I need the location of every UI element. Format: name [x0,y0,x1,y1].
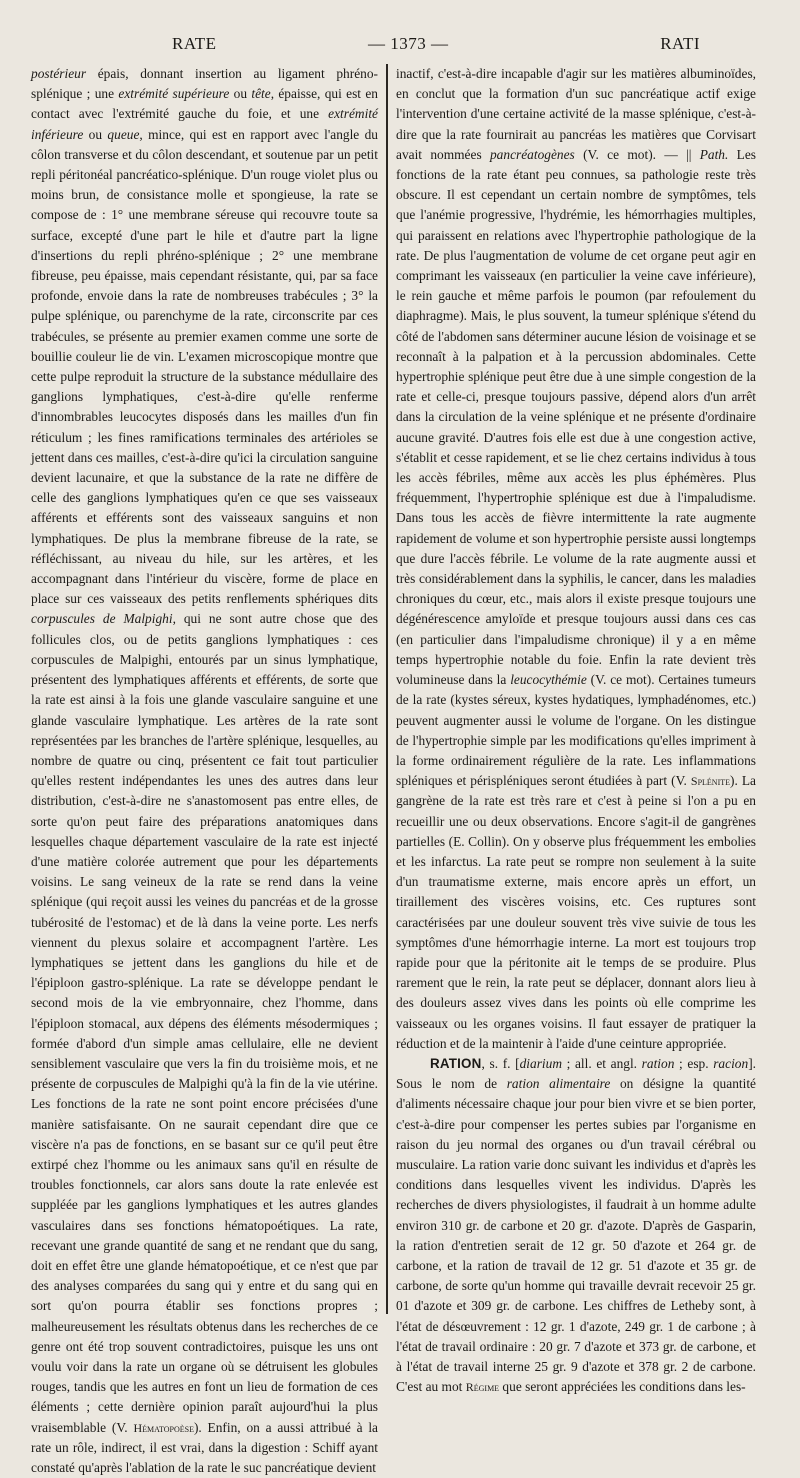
body-text: , épaisse, qui est en contact avec l'extrémité gauche du foie, et une [31,86,378,122]
cross-reference: Hématopoèse [133,1420,194,1435]
body-text: ). La gangrène de la rate est très rare et c'est à peine si l'on a pu en recueillir une ou deux observations. Encore s'agit-il de gangrènes partielles (E. Collin). On y observe plus fréquemment les embolies et les infarctus. La rate peut se rompre non seulement à la suite d'un traumatisme externe, mais encore après un effort, un tiraillement des viscères voisins, etc. Ces ruptures sont caractérisées par une douleur souvent très vive suivie de tous les symptômes d'une hémorrhagie interne. La mort est toujours trop rapide pour que la péritonite ait le temps de se produire. Plus rarement que le rein, la rate peut se déplacer, donnant alors lieu à des douleurs assez vives dans les points où elle comprime les vaisseaux ou les organes voisins. Il faut essayer de pratiquer la réduction et de la maintenir à l'aide d'une ceinture appropriée. [396,773,756,1051]
entry-headword: RATION [430,1055,482,1071]
body-text: on désigne la quantité d'aliments nécessaire chaque jour pour bien vivre et se bien porter, c'est-à-dire pour compenser les pertes subies par l'organisme en raison du jeu normal des organes ou d'un travail cérébral ou musculaire. La ration varie donc suivant les individus et d'après les conditions dans lesquelles vivent les individus. D'après les recherches de divers physiologistes, il faudrait à un homme adulte environ 310 gr. de carbone et 20 gr. d'azote. D'après de Gasparin, la ration d'entretien serait de 12 gr. 50 d'azote et 264 gr. de carbone, et la ration de travail de 12 gr. 51 d'azote et 35 gr. de carbone, de sorte qu'un homme qui travaille devrait recevoir 25 gr. 01 d'azote et 309 gr. de carbone. Les chiffres de Letheby sont, à l'état de désœuvrement : 12 gr. 1 d'azote, 249 gr. 1 de carbone ; à l'état de travail ordinaire : 20 gr. 7 d'azote et 373 gr. de carbone, et à l'état de travail interne 25 gr. 9 d'azote et 378 gr. 2 de carbone. C'est au mot [396,1076,756,1395]
body-text: ; esp. [674,1055,714,1071]
italic-term: Path. [699,146,729,162]
page-number: — 1373 — [368,34,449,53]
entry-ration [396,1054,756,1397]
entry-rate-continued [31,64,378,1478]
body-text: ou [229,86,252,102]
body-text: (V. ce mot). — || [574,146,700,162]
italic-term: postérieur [31,66,87,81]
body-text: , qui ne sont autre chose que des follicules clos, ou de petits ganglions lymphatiques : ces corpuscules de Malpighi, entourés par un sinus lymphatique, présentent des lymphatiques afférents et efférents, de sorte que la rate est ainsi à la fois une glande vasculaire sanguine et une glande vasculaire lymphatique. Les artères de la rate sont représentées par les branches de l'artère splénique, lesquelles, au nombre de quatre ou cinq, présentent ce fait tout particulier qu'elles restent indépendantes les unes des autres dans leur distribution, c'est-à-dire ne s'anastomosent pas entre elles, de sorte qu'on peut faire des préparations anatomiques dans lesquelles chaque département vasculaire de la rate est injecté d'une matière colorée autrement que pour les départements voisins. Le sang veineux de la rate se rend dans la veine splénique (qui reçoit aussi les veines du pancréas et de la grosse tubérosité de l'estomac) et de là dans la veine porte. Les nerfs viennent du plexus solaire et accompagnent l'artère. Les lymphatiques se jettent dans les ganglions du hile et de l'épiploon gastro-splénique. La rate se développe pendant le second mois de la vie embryonnaire, chez l'homme, dans l'épiploon stomacal, aux dépens des éléments mésodermiques ; formée d'abord d'un simple amas cellulaire, elle ne devient sensiblement vasculaire que vers la fin du troisième mois, et ne présente de corpuscules de Malpighi qu'à la fin de la vie utérine. Les fonctions de la rate ne sont point encore précisées d'une manière satisfaisante. On ne saurait cependant dire que ce viscère n'a pas de fonctions, en se basant sur ce qu'il peut être extirpé chez l'homme ou les animaux sans qu'il en résulte de troubles fonctionnels, car alors sans doute la rate enlevée est suppléée par les ganglions lymphatiques et les autres glandes vasculaires dans ses fonctions hématopoétiques. La rate, recevant une grande quantité de sang et ne rendant que du sang, doit en effet être une glande hématopoétique, et ce n'est que par des analyses comparées du sang qui y entre et du sang qui en sort qu'on pourra établir ses fonctions propres ; malheureusement les résultats obtenus dans les recherches de ce genre ont été trop souvent contradictoires, puisque les uns ont voulu voir dans la rate un organe où se détruisent les globules rouges, tandis que les autres en font un lieu de formation de ces éléments ; cette dernière opinion paraît aujourd'hui la plus vraisemblable (V. [31,611,378,1435]
italic-term: racion [713,1055,749,1071]
right-column [396,64,756,1395]
running-header [30,34,770,60]
body-text: , mince, qui est en rapport avec l'angle du côlon transverse et du côlon descendant, et soutenue par un petit repli péritonéal pancréatico-splénique. D'un rouge violet plus ou moins brun, de consistance molle et spongieuse, la rate se compose de : 1° une membrane séreuse qui recouvre toute sa surface, excepté d'une part le hile et d'autre part la ligne d'insertions du repli phréno-splénique ; 2° une membrane fibreuse, peu épaisse, mais cependant résistante, qui, par sa face profonde, envoie dans la rate de nombreuses trabécules ; 3° la pulpe splénique, ou parenchyme de la rate, circonscrite par ces trabécules, se présente au premier examen comme une sorte de bouillie couleur lie de vin. L'examen microscopique montre que cette pulpe reproduit la structure de la substance médullaire des ganglions lymphatiques, c'est-à-dire qu'elle renferme d'innombrables leucocytes disposés dans les mailles d'un fin réticulum ; les fines ramifications terminales des artérioles se jettent dans ces mailles, c'est-à-dire qu'ici la circulation sanguine devient lacunaire, et que la substance de la rate ne diffère de celle des ganglions lymphatiques qu'en ce que ses vaisseaux afférents et efférents sont des vaisseaux sanguins et non lymphatiques. De plus la membrane fibreuse de la rate, se réfléchissant, au niveau du hile, sur les artères, et les accompagnant dans l'intérieur du viscère, forme de place en place sur ces vaisseaux des petits renflements sphériques dits [31,126,378,607]
header-right-word: RATI [660,34,700,53]
column-divider [386,64,388,1314]
italic-term: queue [107,126,140,142]
cross-reference: Splénite [690,774,731,789]
italic-term: ration alimentaire [506,1076,611,1092]
header-left-word: RATE [172,34,217,53]
cross-reference: Régime [465,1380,500,1395]
body-text: ; all. et angl. [562,1055,642,1071]
italic-term: tête [251,86,271,102]
entry-rate-end [396,64,756,1054]
body-text: , s. f. [ [481,1055,520,1071]
italic-term: ration [641,1055,675,1071]
left-column [31,64,378,1476]
body-text: ]. Sous le nom de [396,1055,756,1092]
body-text: épais, donnant insertion au ligament phréno-splénique ; une [31,66,378,102]
italic-term: extrémité inférieure [31,106,378,142]
italic-term: corpuscules de Malpighi [31,611,173,627]
body-text: ou [83,126,108,142]
body-text: Les fonctions de la rate étant peu connues, sa pathologie reste très obscure. Il est cependant un certain nombre de symptômes, tels que l'anémie progressive, l'hydrémie, les hémorrhagies multiples, qui paraissent en relations avec l'hypertrophie pathologique de la rate. De plus l'augmentation de volume de cet organe peut agir en comprimant les vaisseaux (en particulier la veine cave inférieure), le rein gauche et même parfois le poumon (par refoulement du diaphragme). Mais, le plus souvent, la tumeur splénique s'étend du côté de l'abdomen sans déterminer aucune lésion de voisinage et se reconnaît à la palpation et à la percussion abdominales. Cette hypertrophie splénique peut être due à une simple congestion de la rate et celle-ci, presque toujours passive, dépend alors d'un arrêt dans la circulation de la veine splénique et ne présente d'ordinaire aucune gravité. D'autres fois elle est due à une congestion active, s'établit et cesse rapidement, et se lie chez certains individus à tous les accès fébriles, même aux accès les plus éphémères. Plus fréquemment, l'hypertrophie splénique est due à l'impaludisme. Dans tous les accès de fièvre intermittente la rate augmente rapidement de volume et son hypertrophie persiste aussi longtemps que dure l'accès fébrile. Le volume de la rate augmente aussi et très considérablement dans la syphilis, le cancer, dans les maladies chroniques du cœur, etc., mais alors il existe presque toujours une dégénérescence amyloïde et presque toujours aussi dans ces cas (en particulier dans l'impaludisme chronique) il y a en même temps hypertrophie notable du foie. Enfin la rate devient très volumineuse dans la [396,146,756,688]
italic-term: pancréatogènes [489,146,575,162]
body-text: inactif, c'est-à-dire incapable d'agir sur les matières albuminoïdes, en conclut que la formation d'un suc pancréatique actif exige l'intervention d'une certaine activité de la masse splénique, c'est-à-dire que la rate fournirait au pancréas les matières que Corvisart avait nommées [396,66,756,162]
italic-term: leucocythémie [510,672,587,688]
body-text: ). Enfin, on a aussi attribué à la rate un rôle, indirect, il est vrai, dans la digestion : Schiff ayant constaté qu'après l'ablation de la rate le suc pancréatique devient [31,1419,378,1476]
italic-term: extrémité supérieure [118,86,230,102]
italic-term: diarium [519,1055,563,1071]
body-text: (V. ce mot). Certaines tumeurs de la rate (kystes séreux, kystes hydatiques, lymphadénomes, etc.) peuvent augmenter aussi le volume de l'organe. On les distingue de l'hypertrophie simple par les modifications qu'elles impriment à la forme ordinairement régulière de la rate. Les inflammations spléniques et périspléniques seront étudiées à part (V. [396,672,756,789]
body-text: que seront appréciées les conditions dans les- [499,1379,746,1395]
